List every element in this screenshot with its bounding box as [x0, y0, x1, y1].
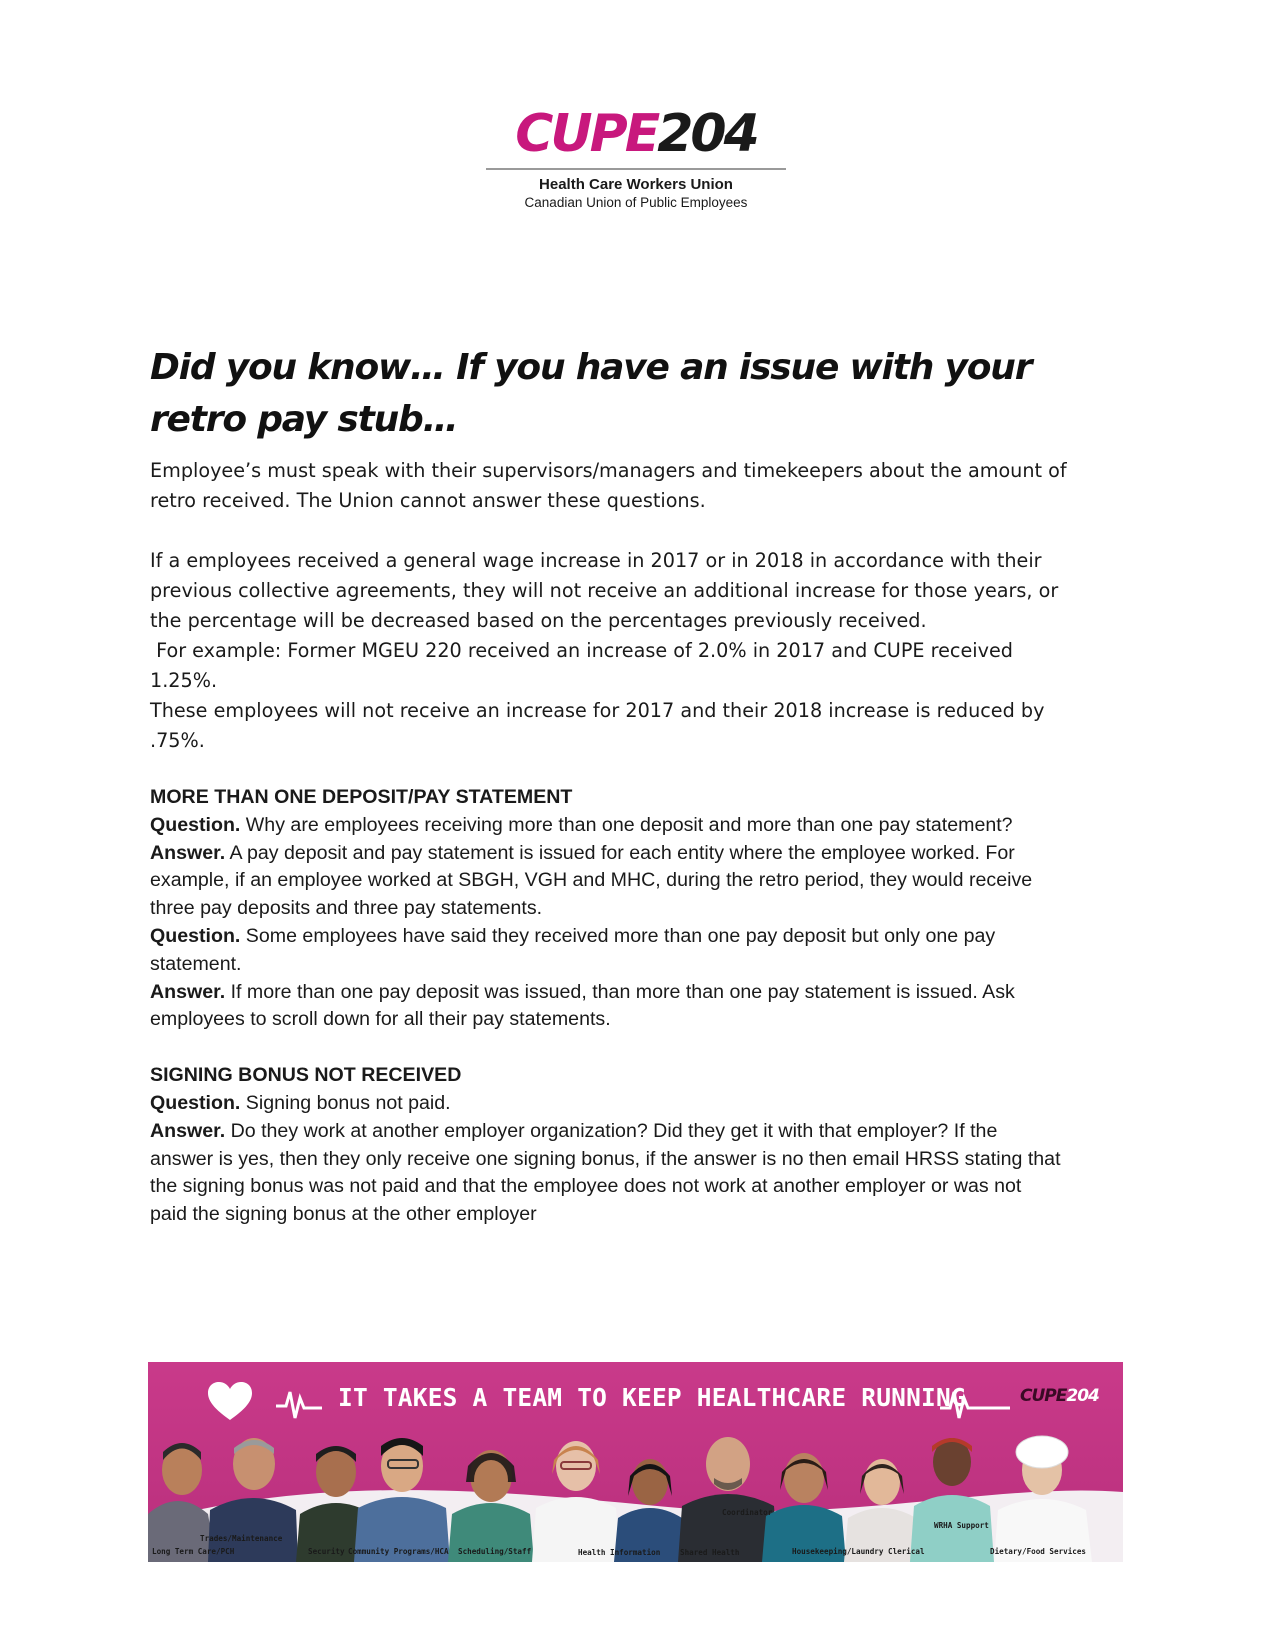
answer-text: example, if an employee worked at SBGH, VGH and MHC, during the retro period, they would receive — [150, 869, 1033, 892]
answer-label: Answer. — [150, 1119, 226, 1142]
person-figure — [614, 1459, 686, 1562]
answer-text: Do they work at another employer organization? Did they get it with that employer? If the — [225, 1119, 998, 1142]
text-line: .75%. — [150, 729, 205, 752]
answer-label: Answer. — [150, 980, 226, 1003]
logo-wordmark — [486, 104, 786, 164]
role-label: Scheduling/Staff — [458, 1547, 532, 1556]
logo-wordmark-cupe: CUPE — [515, 104, 658, 164]
section-heading: SIGNING BONUS NOT RECEIVED — [150, 1064, 462, 1087]
intro-section — [150, 456, 1125, 756]
answer-text: the signing bonus was not paid and that the employee does not work at another employer or was not — [150, 1175, 1022, 1198]
question-item — [150, 1090, 1125, 1118]
answer-text: A pay deposit and pay statement is issued for each entity where the employee worked. For — [225, 841, 1015, 864]
answer-label: Answer. — [150, 841, 226, 864]
intro-paragraph-2 — [150, 546, 1125, 756]
logo-subtitle-org: Canadian Union of Public Employees — [524, 195, 748, 210]
answer-item — [150, 979, 1125, 1035]
role-label: Housekeeping/Laundry — [792, 1547, 884, 1556]
question-item — [150, 923, 1125, 979]
question-text: Signing bonus not paid. — [240, 1091, 451, 1114]
banner-cupe-logo — [1020, 1386, 1099, 1406]
logo-wordmark-number: 204 — [657, 104, 757, 164]
question-label: Question. — [150, 813, 241, 836]
text-line: previous collective agreements, they will not receive an additional increase for those years, or — [150, 579, 1059, 602]
heart-icon — [206, 1380, 254, 1422]
role-label: Trades/Maintenance — [200, 1534, 283, 1543]
logo-divider — [486, 168, 786, 170]
answer-item — [150, 840, 1125, 923]
healthcare-workers-photo — [148, 1422, 1123, 1562]
banner-slogan: IT TAKES A TEAM TO KEEP HEALTHCARE RUNNING — [338, 1383, 966, 1412]
role-label: Health Information — [578, 1548, 661, 1557]
person-figure — [678, 1437, 778, 1562]
text-line: Employee’s must speak with their supervisors/managers and timekeepers about the amount of — [150, 459, 1067, 482]
person-figure — [148, 1443, 216, 1562]
role-label: Shared Health — [680, 1548, 740, 1557]
banner-logo-cupe: CUPE — [1020, 1386, 1067, 1406]
role-label: Long Term Care/PCH — [152, 1547, 235, 1556]
role-label: Community Programs/HCA — [348, 1547, 449, 1556]
title-line-1: Did you know… If you have an issue with your — [150, 347, 1032, 388]
text-line: For example: Former MGEU 220 received an increase of 2.0% in 2017 and CUPE received — [150, 639, 1013, 662]
intro-paragraph-1 — [150, 456, 1125, 516]
person-figure — [208, 1438, 298, 1562]
question-label: Question. — [150, 1091, 241, 1114]
text-line: 1.25%. — [150, 669, 218, 692]
answer-text: three pay deposits and three pay statements. — [150, 897, 543, 920]
text-line: the percentage will be decreased based on the percentages previously received. — [150, 609, 927, 632]
section-multiple-deposits — [150, 784, 1125, 1034]
person-figure — [762, 1453, 846, 1562]
question-item — [150, 812, 1125, 840]
banner-logo-number: 204 — [1066, 1386, 1099, 1406]
team-banner — [148, 1362, 1123, 1562]
person-figure — [532, 1441, 620, 1562]
heartbeat-icon — [276, 1384, 322, 1424]
person-figure — [448, 1450, 534, 1562]
answer-text: paid the signing bonus at the other employer — [150, 1203, 537, 1226]
text-line: retro received. The Union cannot answer these questions. — [150, 489, 706, 512]
page-title — [150, 342, 1125, 446]
section-signing-bonus — [150, 1062, 1125, 1229]
role-label: Clerical — [888, 1547, 925, 1556]
question-text: Why are employees receiving more than one deposit and more than one pay statement? — [240, 813, 1013, 836]
person-figure — [994, 1436, 1092, 1562]
text-line: These employees will not receive an increase for 2017 and their 2018 increase is reduced by — [150, 699, 1045, 722]
answer-text: If more than one pay deposit was issued, than more than one pay statement is issued. Ask — [225, 980, 1015, 1003]
answer-text: employees to scroll down for all their pay statements. — [150, 1008, 611, 1031]
cupe-logo — [486, 104, 786, 211]
title-line-2: retro pay stub… — [150, 399, 458, 440]
document-body — [150, 342, 1125, 1229]
question-label: Question. — [150, 924, 241, 947]
role-label: Dietary/Food Services — [990, 1547, 1087, 1556]
role-label: Coordinator — [722, 1508, 773, 1517]
logo-subtitle-union: Health Care Workers Union — [539, 176, 733, 193]
person-figure — [910, 1438, 994, 1562]
question-text: Some employees have said they received more than one pay deposit but only one pay — [240, 924, 996, 947]
answer-text: answer is yes, then they only receive one signing bonus, if the answer is no then email HRSS stating that — [150, 1147, 1061, 1170]
answer-item — [150, 1118, 1125, 1229]
section-heading: MORE THAN ONE DEPOSIT/PAY STATEMENT — [150, 786, 573, 808]
role-label: WRHA Support — [934, 1521, 989, 1530]
paragraph-spacer — [150, 516, 1125, 546]
text-line: If a employees received a general wage increase in 2017 or in 2018 in accordance with their — [150, 549, 1042, 572]
role-label: Security — [308, 1547, 345, 1556]
question-text: statement. — [150, 952, 242, 975]
person-figure — [354, 1438, 450, 1562]
heartbeat-icon — [940, 1384, 1010, 1424]
